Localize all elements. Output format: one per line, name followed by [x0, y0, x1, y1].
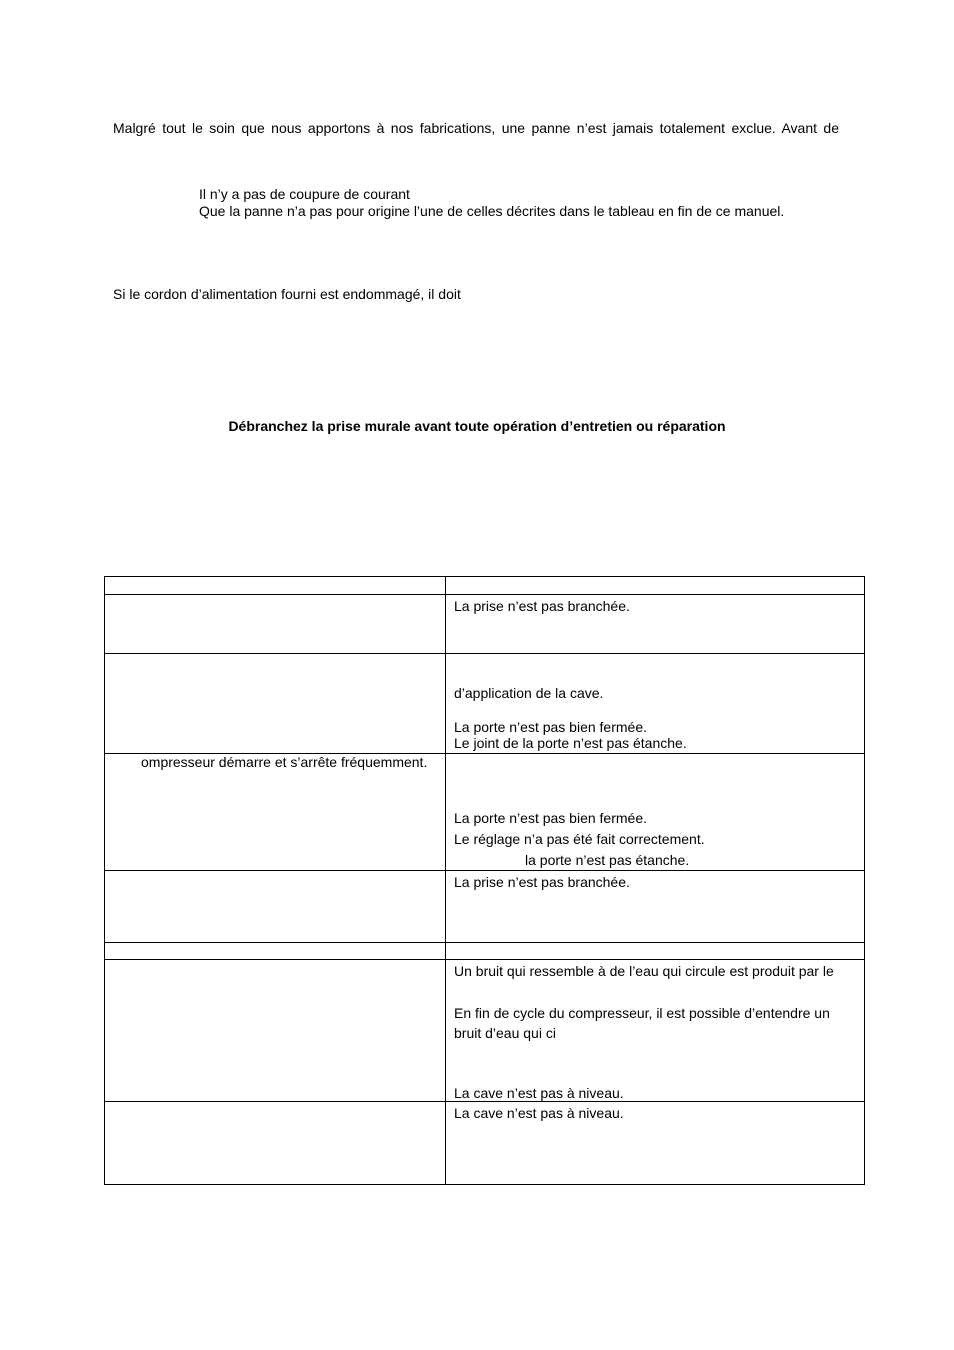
- cause-text: La cave n’est pas à niveau.: [454, 1085, 624, 1101]
- problem-cell: [105, 1102, 446, 1185]
- cause-cell: [446, 595, 865, 654]
- table-row: [105, 654, 865, 754]
- cause-text: bruit d’eau qui ci: [454, 1025, 556, 1041]
- table-row: [105, 754, 865, 871]
- cause-text: La prise n’est pas branchée.: [454, 598, 630, 614]
- cause-text: La porte n’est pas bien fermée.: [454, 719, 648, 735]
- cause-text: La cave n’est pas à niveau.: [454, 1105, 624, 1121]
- troubleshooting-table: [104, 576, 865, 1185]
- cause-cell: [446, 871, 865, 943]
- cause-text: Le joint de la porte n’est pas étanche.: [454, 735, 687, 751]
- cause-cell: [446, 577, 865, 595]
- unplug-warning: Débranchez la prise murale avant toute opération d’entretien ou réparation: [228, 418, 726, 434]
- cause-text: En fin de cycle du compresseur, il est possible d’entendre un: [454, 1005, 830, 1021]
- table-row: [105, 943, 865, 960]
- cause-text: la porte n’est pas étanche.: [525, 852, 690, 868]
- problem-cell: [105, 654, 446, 754]
- table-row: [105, 595, 865, 654]
- intro-paragraph: Malgré tout le soin que nous apportons à nos fabrications, une panne n’est jamais totalement exclue. Avant de: [113, 120, 839, 136]
- cause-text: La porte n’est pas bien fermée.: [454, 810, 648, 826]
- table-row: [105, 577, 865, 595]
- problem-cell: [105, 577, 446, 595]
- table-row: [105, 871, 865, 943]
- problem-text: ompresseur démarre et s’arrête fréquemment.: [141, 754, 428, 770]
- problem-cell: [105, 595, 446, 654]
- power-cord-notice: Si le cordon d’alimentation fourni est endommagé, il doit: [113, 286, 461, 302]
- cause-cell: [446, 943, 865, 960]
- cause-cell: [446, 654, 865, 754]
- table-row: [105, 1102, 865, 1185]
- table-row: [105, 960, 865, 1102]
- cause-cell: [446, 1102, 865, 1185]
- problem-cell: [105, 871, 446, 943]
- check-item-table-reference: Que la panne n’a pas pour origine l’une de celles décrites dans le tableau en fin de ce manuel.: [199, 203, 785, 219]
- cause-text: d’application de la cave.: [454, 685, 604, 701]
- problem-cell: [105, 754, 446, 871]
- cause-text: Un bruit qui ressemble à de l’eau qui circule est produit par le: [454, 963, 834, 979]
- cause-text: Le réglage n’a pas été fait correctement.: [454, 831, 705, 847]
- cause-cell: [446, 960, 865, 1102]
- check-item-power: Il n’y a pas de coupure de courant: [199, 186, 410, 202]
- problem-cell: [105, 943, 446, 960]
- cause-cell: [446, 754, 865, 871]
- cause-text: La prise n’est pas branchée.: [454, 874, 630, 890]
- problem-cell: [105, 960, 446, 1102]
